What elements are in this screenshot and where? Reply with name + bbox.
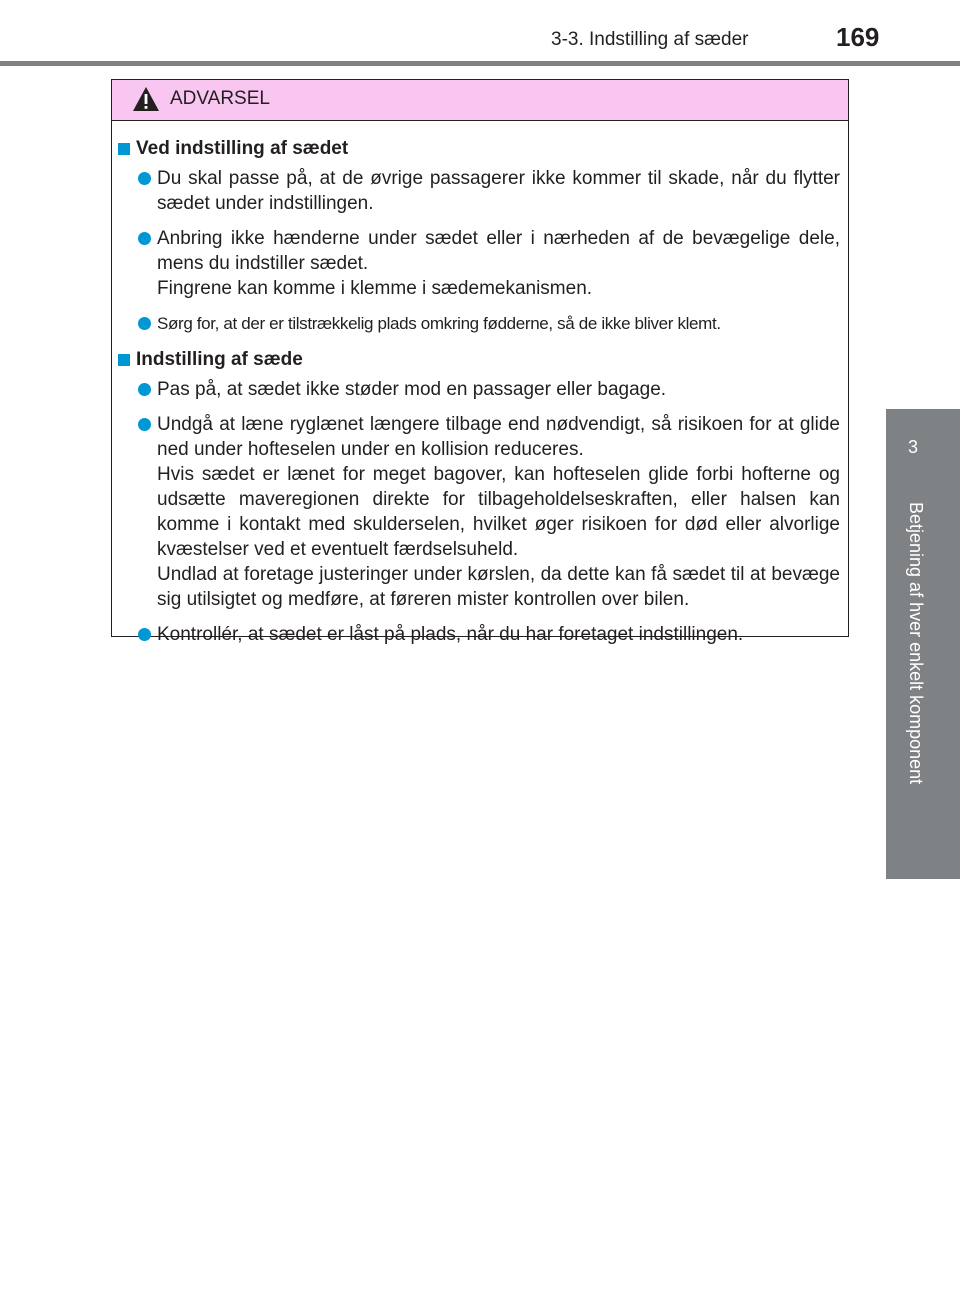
square-bullet-icon: [118, 143, 130, 155]
section-heading: Indstilling af sæde: [136, 349, 303, 370]
chapter-title: Betjening af hver enkelt komponent: [906, 502, 926, 785]
circle-bullet-icon: [138, 232, 151, 245]
item-paragraph: Anbring ikke hænderne under sædet eller i nærheden af de bevægelige dele, mens du indstiller sædet.: [157, 228, 840, 274]
item-paragraph: Du skal passe på, at de øvrige passagerer ikke kommer til skade, når du flytter sædet under indstillingen.: [157, 168, 840, 214]
item-paragraph: Sørg for, at der er tilstrækkelig plads omkring fødderne, så de ikke bliver klemt.: [157, 314, 721, 333]
item-paragraph: Undgå at læne ryglænet længere tilbage end nødvendigt, så risikoen for at glide ned under hofteselen under en kollision reduceres.: [157, 414, 840, 460]
warning-section-title: [118, 346, 840, 374]
item-paragraph: Pas på, at sædet ikke støder mod en passager eller bagage.: [157, 379, 667, 400]
circle-bullet-icon: [138, 418, 151, 431]
header-rule: [0, 61, 960, 66]
circle-bullet-icon: [138, 383, 151, 396]
item-paragraph: Kontrollér, at sædet er låst på plads, når du har foretaget indstillingen.: [157, 624, 744, 645]
list-item: [138, 622, 840, 647]
warning-body: [112, 121, 848, 647]
warning-header: [112, 80, 848, 121]
list-item: [138, 377, 840, 402]
circle-bullet-icon: [138, 317, 151, 330]
item-paragraph: Fingrene kan komme i klemme i sædemekanismen.: [157, 278, 593, 299]
chapter-side-tab: [886, 409, 960, 879]
list-item: [138, 166, 840, 216]
item-paragraph: Undlad at foretage justeringer under kørslen, da dette kan få sædet til at bevæge sig utilsigtet og medføre, at føreren mister kontrollen over bilen.: [157, 564, 840, 610]
section-title: 3-3. Indstilling af sæder: [551, 29, 749, 50]
warning-label: ADVARSEL: [170, 88, 270, 109]
list-item: [138, 311, 840, 336]
square-bullet-icon: [118, 354, 130, 366]
list-item: [138, 412, 840, 612]
warning-section-title: [118, 135, 840, 163]
chapter-number: 3: [907, 437, 918, 457]
warning-triangle-icon: [132, 86, 160, 112]
item-paragraph: Hvis sædet er lænet for meget bagover, kan hofteselen glide forbi hofterne og udsætte maveregionen direkte for tilbageholdelseskraften, eller halsen kan komme i kontakt med skulderselen, hvilket øger risikoen for død eller alvorlige kvæstelser ved et eventuelt færdselsuheld.: [157, 464, 840, 560]
circle-bullet-icon: [138, 172, 151, 185]
warning-box: [111, 79, 849, 645]
list-item: [138, 226, 840, 301]
page-number: 169: [836, 22, 880, 52]
section-heading: Ved indstilling af sædet: [136, 138, 349, 159]
circle-bullet-icon: [138, 628, 151, 641]
